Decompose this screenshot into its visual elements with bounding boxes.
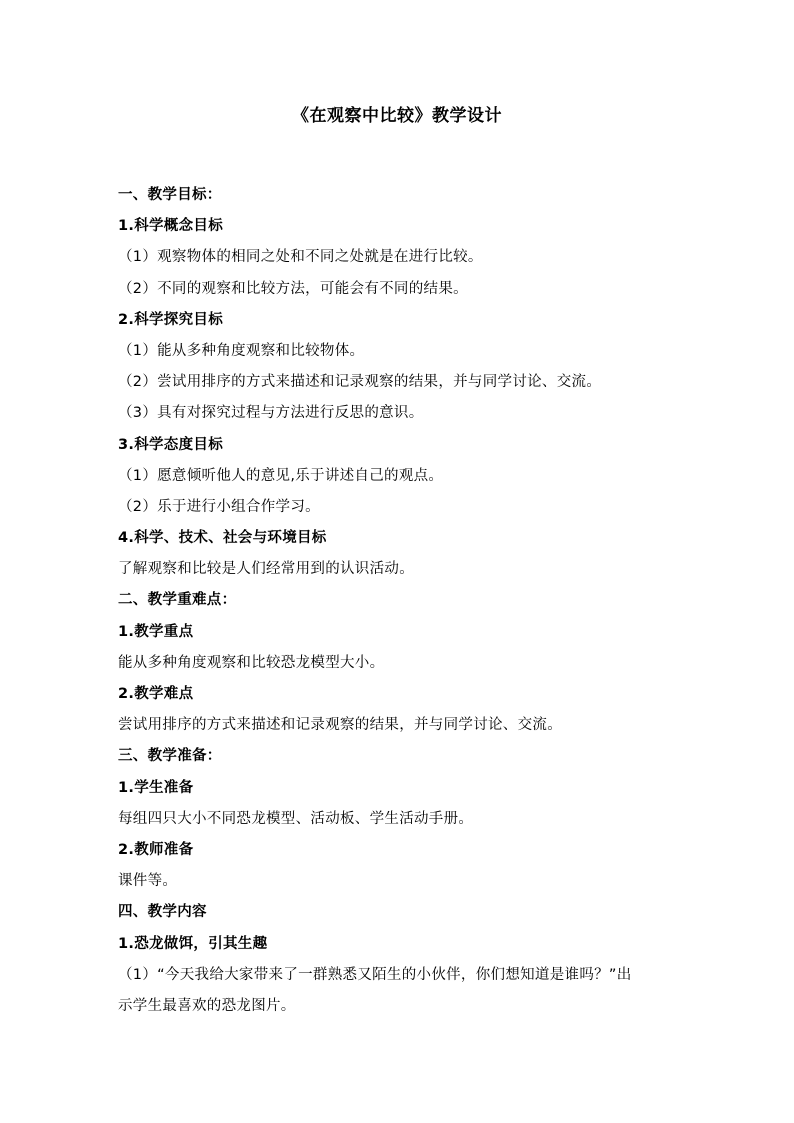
section-heading: 1.科学概念目标 [118,218,223,235]
body-paragraph-line: （2）不同的观察和比较方法，可能会有不同的结果。 [118,280,468,297]
body-paragraph-line: （2）乐于进行小组合作学习。 [118,498,320,515]
body-paragraph-line: （3）具有对探究过程与方法进行反思的意识。 [118,405,424,422]
section-heading: 二、教学重难点： [118,592,237,609]
body-paragraph-line: 了解观察和比较是人们经常用到的认识活动。 [118,561,414,578]
body-paragraph-line: （1）观察物体的相同之处和不同之处就是在进行比较。 [118,249,483,266]
section-heading: 4.科学、技术、社会与环境目标 [118,530,327,547]
section-heading: 一、教学目标： [118,187,222,203]
body-paragraph-line: 课件等。 [118,873,178,890]
body-paragraph-line: （1）愿意倾听他人的意见,乐于讲述自己的观点。 [118,467,444,484]
section-heading: 2.教师准备 [118,841,194,858]
section-heading: 四、教学内容 [118,904,207,921]
body-paragraph-line: 每组四只大小不同恐龙模型、活动板、学生活动手册。 [118,810,474,827]
body-paragraph-line: （1）“今天我给大家带来了一群熟悉又陌生的小伙伴，你们想知道是谁吗？”出 [118,966,632,983]
section-heading: 3.科学态度目标 [118,436,223,453]
section-heading: 1.恐龙做饵，引其生趣 [118,935,268,952]
document-body [118,183,678,1025]
body-paragraph-line: 尝试用排序的方式来描述和记录观察的结果，并与同学讨论、交流。 [118,717,562,734]
section-heading: 1.学生准备 [118,779,194,796]
body-paragraph-line: （2）尝试用排序的方式来描述和记录观察的结果，并与同学讨论、交流。 [118,374,602,391]
section-heading: 2.教学难点 [118,686,194,702]
body-paragraph-line: 示学生最喜欢的恐龙图片。 [118,997,296,1014]
section-heading: 三、教学准备： [118,748,222,765]
section-heading: 2.科学探究目标 [118,311,223,328]
body-paragraph-line: 能从多种角度观察和比较恐龙模型大小。 [118,654,385,671]
section-heading: 1.教学重点 [118,623,194,640]
document-title: 《在观察中比较》教学设计 [292,106,502,126]
body-paragraph-line: （1）能从多种角度观察和比较物体。 [118,342,365,359]
